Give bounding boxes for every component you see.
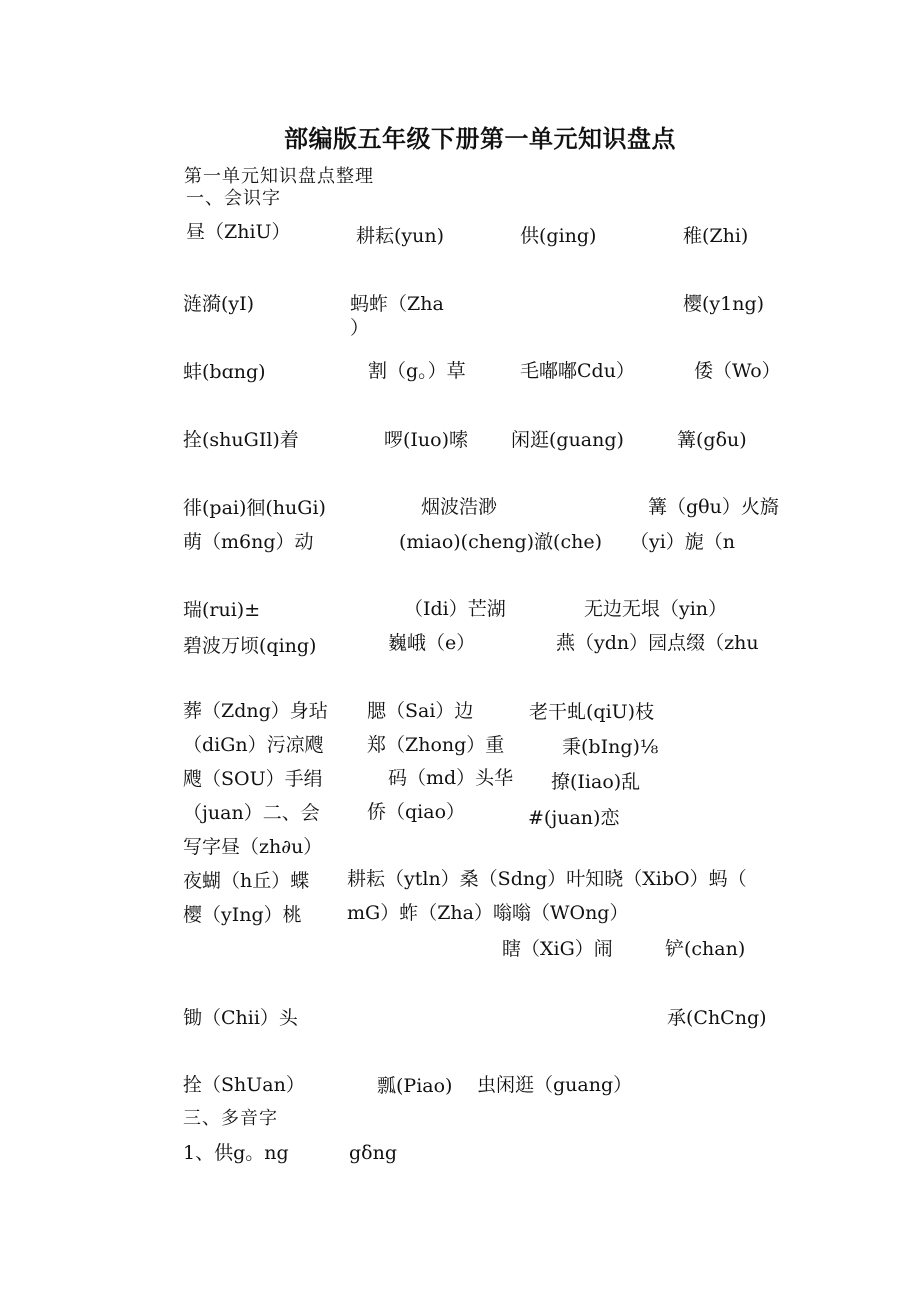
word-item: 巍峨（e）: [388, 632, 476, 654]
word-item: （Idi）芒湖: [404, 598, 506, 620]
word-item: 虫闲逛（guang）: [477, 1074, 633, 1096]
section-heading-recognize: 一、会识字: [186, 188, 281, 209]
word-item: 蚌(bɑng): [183, 361, 266, 383]
word-item: 昼（ZhiU）: [186, 221, 291, 243]
word-item: 秉(bIng)⅛: [562, 736, 659, 758]
word-item: 无边无垠（yin）: [584, 598, 728, 620]
word-item: 倭（Wo）: [694, 360, 781, 382]
word-item: mG）蚱（Zha）嗡嗡（WOng）: [347, 902, 629, 924]
word-item: 樱(y1ng): [683, 293, 765, 315]
word-item: 郑（Zhong）重: [367, 734, 505, 756]
word-item: 烟波浩渺: [421, 496, 498, 518]
word-item: 拴(shuGIl)着: [183, 429, 299, 451]
subtitle: 第一单元知识盘点整理: [184, 166, 374, 187]
page-title: 部编版五年级下册第一单元知识盘点: [284, 125, 676, 153]
word-item: 闲逛(guang): [511, 429, 624, 451]
polyphonic-item: 1、供g。ng: [183, 1142, 289, 1164]
word-item: 碧波万顷(qing): [183, 635, 317, 657]
word-item: 瑞(rui)±: [183, 599, 261, 621]
word-item: 耕耘(yun): [356, 225, 445, 247]
word-item: 锄（Chii）头: [183, 1007, 298, 1029]
word-item: 徘(pai)徊(huGi): [183, 497, 326, 519]
word-item: 割（g。）草: [368, 360, 466, 382]
word-item: （diGn）污凉飕: [183, 734, 324, 756]
word-item: 篝（gθu）火旖: [648, 496, 779, 518]
word-item: #(juan)恋: [528, 807, 620, 829]
word-item: 毛嘟嘟Cdu）: [520, 360, 635, 382]
word-item: 撩(Iiao)乱: [551, 771, 641, 793]
word-item: 夜蝴（h丘）蝶: [183, 870, 310, 892]
word-item: 拴（ShUan）: [183, 1074, 305, 1096]
word-item: 篝(gδu): [677, 429, 747, 451]
word-item: 承(ChCng): [667, 1007, 767, 1029]
word-item: 萌（m6ng）动: [183, 531, 314, 553]
word-item: 蚂蚱（Zha: [350, 293, 444, 315]
word-item: 码（md）头华: [388, 767, 514, 789]
word-item: 葬（Zdng）身玷: [183, 700, 328, 722]
word-item: 写字昼（zh∂u）: [183, 836, 323, 858]
word-item: 瓢(Piao): [377, 1075, 453, 1097]
word-item: 老干虬(qiU)枝: [529, 701, 655, 723]
word-item: 瞎（XiG）闹: [502, 938, 613, 960]
word-item: (miao)(cheng)澈(che): [399, 531, 602, 553]
section-heading-polyphonic: 三、多音字: [183, 1108, 278, 1129]
word-item: （yi）旎（n: [630, 531, 736, 553]
word-item: 樱（yIng）桃: [183, 904, 302, 926]
polyphonic-item: gδng: [349, 1142, 398, 1164]
word-item: 耕耘（ytln）桑（Sdng）叶知晓（XibO）蚂（: [347, 868, 747, 890]
word-item: 飕（SOU）手绢: [183, 768, 323, 790]
word-item: ）: [350, 317, 370, 339]
word-item: 供(ging): [520, 225, 597, 247]
word-item: 侨（qiao）: [367, 801, 466, 823]
word-item: 燕（ydn）园点缀（zhu: [556, 632, 759, 654]
word-item: 稚(Zhi): [683, 225, 749, 247]
word-item: 腮（Sai）边: [367, 700, 474, 722]
word-item: 啰(Iuo)嗦: [384, 429, 469, 451]
word-item: 铲(chan): [665, 938, 746, 960]
word-item: 涟漪(yI): [183, 293, 255, 315]
word-item: （juan）二、会: [183, 802, 320, 824]
